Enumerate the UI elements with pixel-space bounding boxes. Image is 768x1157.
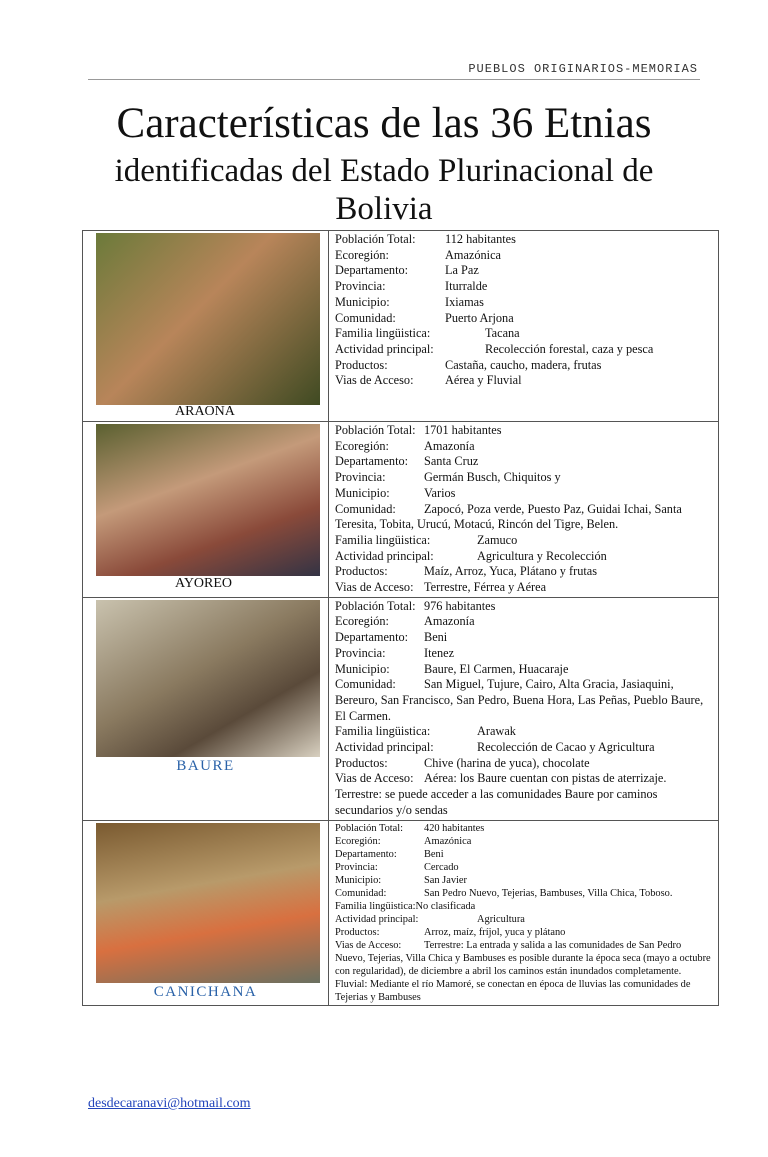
ethnicity-photo [96,600,320,757]
field-label: Vias de Acceso: [335,939,402,951]
field-label: Productos: [335,926,380,938]
field-label: Actividad principal: [335,341,434,356]
field-value: Amazónica [424,835,472,847]
footer-email-link[interactable]: desdecaranavi@hotmail.com [88,1096,251,1111]
field-line [335,822,712,835]
title-line-1: Características de las 36 Etnias [116,100,652,147]
field-value: Zamuco [477,532,518,547]
field-value: San Javier [424,874,467,886]
field-label: Familia lingüistica: [335,532,431,547]
field-value: Agricultura y Recolección [477,548,607,563]
field-line [335,533,712,549]
field-label: Departamento: [335,848,397,860]
field-line [335,874,712,887]
field-value: 112 habitantes [445,232,516,246]
field-value: Santa Cruz [424,454,479,469]
field-value: Germán Busch, Chiquitos y [424,470,561,485]
field-label: Familia lingüistica: [335,724,431,739]
field-label: Ecoregión: [335,614,389,629]
field-label: Departamento: [335,454,409,469]
field-value: Cercado [424,861,459,873]
field-label: Ecoregión: [335,438,389,453]
ethnicity-name: AYOREO [175,576,233,591]
field-value: Amazonía [424,614,475,629]
field-value: Terrestre: La entrada y salida a las comunidades de San Pedro Nuevo, Tejerias, Villa Chica y Bambuses es posible durante la época seca (mayo a octubre con regularidad), de diciembre a abril los caminos están inundados completamente. Fluvial: Mediante el río Mamoré, se conectan en época de lluvias las comunidades de Tejerias y Bambuses [335,939,711,1003]
field-line [335,549,712,565]
field-label: Población Total: [335,232,416,246]
field-label: Actividad principal: [335,913,419,925]
field-label: Provincia: [335,645,386,660]
field-line [335,756,712,772]
field-label: Familia lingüistica: [335,900,416,912]
ethnicity-name: BAURE [176,757,235,774]
field-label: Provincia: [335,279,386,294]
running-header: PUEBLOS ORIGINARIOS-MEMORIAS [468,62,698,76]
field-line [335,724,712,740]
field-line [335,373,712,389]
ethnicity-name: ARAONA [175,404,235,419]
ethnicity-row [83,597,719,820]
field-label: Productos: [335,755,388,770]
field-label: Población Total: [335,598,416,613]
field-value: Agricultura [477,913,525,925]
field-label: Municipio: [335,294,390,309]
field-line [335,887,712,900]
photo-cell [83,820,329,1005]
field-line [335,861,712,874]
field-line [335,630,712,646]
field-value: Amazonía [424,438,475,453]
field-label: Ecoregión: [335,835,381,847]
field-line [335,771,712,818]
field-line [335,926,712,939]
photo-cell [83,231,329,422]
field-line [335,677,712,724]
field-line [335,848,712,861]
field-value: Arroz, maíz, fríjol, yuca y plátano [424,926,566,938]
field-line [335,646,712,662]
field-value: Recolección forestal, caza y pesca [485,341,654,356]
field-label: Municipio: [335,485,390,500]
field-value: Aérea y Fluvial [445,373,522,388]
field-line [335,248,712,264]
field-line [335,614,712,630]
field-value: 420 habitantes [424,822,485,834]
field-label: Actividad principal: [335,740,434,755]
field-line [335,564,712,580]
ethnicity-photo [96,233,320,405]
field-value: Tacana [485,326,520,341]
field-label: Provincia: [335,861,378,873]
field-value: Chive (harina de yuca), chocolate [424,755,590,770]
field-line [335,358,712,374]
field-value: Aérea: los Baure cuentan con pistas de aterrizaje. Terrestre: se puede acceder a las comunidades Baure por caminos secundarios y/o sendas [335,771,667,817]
field-value: Iturralde [445,279,488,294]
field-line [335,913,712,926]
field-line [335,454,712,470]
info-cell [329,422,719,598]
field-label: Comunidad: [335,677,396,692]
field-line [335,900,712,913]
field-line [335,263,712,279]
field-value: San Miguel, Tujure, Cairo, Alta Gracia, Jasiaquini, Bereuro, San Francisco, San Pedro, Buena Hora, Las Peñas, Pueblo Baure, El Carmen. [335,677,704,723]
photo-cell [83,422,329,598]
field-value: Arawak [477,724,516,739]
field-line [335,279,712,295]
field-line [335,580,712,596]
ethnicity-row [83,422,719,598]
field-label: Municipio: [335,661,390,676]
info-cell [329,820,719,1005]
field-label: Productos: [335,357,388,372]
field-value: Baure, El Carmen, Huacaraje [424,661,569,676]
field-value: Beni [424,848,444,860]
field-line [335,599,712,615]
field-value: 1701 habitantes [424,423,502,437]
field-label: Vias de Acceso: [335,771,414,786]
ethnicity-photo [96,424,320,576]
field-label: Productos: [335,564,388,579]
field-label: Municipio: [335,874,382,886]
field-value: Zapocó, Poza verde, Puesto Paz, Guidai Ichai, Santa Teresita, Tobita, Urucú, Motacú, Rincón del Tigre, Belen. [335,501,682,532]
field-value: Terrestre, Férrea y Aérea [424,580,547,595]
field-value: Ixiamas [445,294,484,309]
field-label: Departamento: [335,630,409,645]
ethnicity-photo [96,823,320,983]
field-line [335,295,712,311]
field-value: Beni [424,630,448,645]
ethnicity-row [83,820,719,1005]
field-line [335,502,712,533]
field-line [335,470,712,486]
field-line [335,423,712,439]
field-value: Maíz, Arroz, Yuca, Plátano y frutas [424,564,598,579]
info-cell [329,231,719,422]
info-cell [329,597,719,820]
field-line [335,486,712,502]
ethnicities-table [82,230,719,1006]
field-line [335,662,712,678]
field-value: San Pedro Nuevo, Tejerias, Bambuses, Villa Chica, Toboso. [424,887,673,899]
field-label: Vias de Acceso: [335,580,414,595]
photo-cell [83,597,329,820]
field-value: Varios [424,485,456,500]
field-value: Amazónica [445,247,501,262]
field-value: La Paz [445,263,479,278]
field-value: Itenez [424,645,455,660]
field-line [335,311,712,327]
field-value: Puerto Arjona [445,310,514,325]
field-value: Recolección de Cacao y Agricultura [477,740,655,755]
field-label: Comunidad: [335,887,387,899]
field-label: Comunidad: [335,501,396,516]
header-rule [88,79,700,80]
field-line [335,342,712,358]
ethnicity-name: CANICHANA [153,983,258,1000]
field-label: Departamento: [335,263,409,278]
field-label: Actividad principal: [335,548,434,563]
field-line [335,835,712,848]
ethnicity-row [83,231,719,422]
field-label: Provincia: [335,470,386,485]
field-label: Vias de Acceso: [335,373,414,388]
title-line-2: identificadas del Estado Plurinacional de Bolivia [114,153,654,227]
field-label: Ecoregión: [335,247,389,262]
field-line [335,439,712,455]
field-label: Familia lingüistica: [335,326,431,341]
field-value: No clasificada [415,900,476,912]
field-line [335,326,712,342]
field-label: Comunidad: [335,310,396,325]
field-value: 976 habitantes [424,598,496,613]
field-line [335,232,712,248]
field-line [335,939,712,1004]
field-label: Población Total: [335,822,404,834]
field-label: Población Total: [335,423,416,437]
field-value: Castaña, caucho, madera, frutas [445,357,602,372]
field-line [335,740,712,756]
